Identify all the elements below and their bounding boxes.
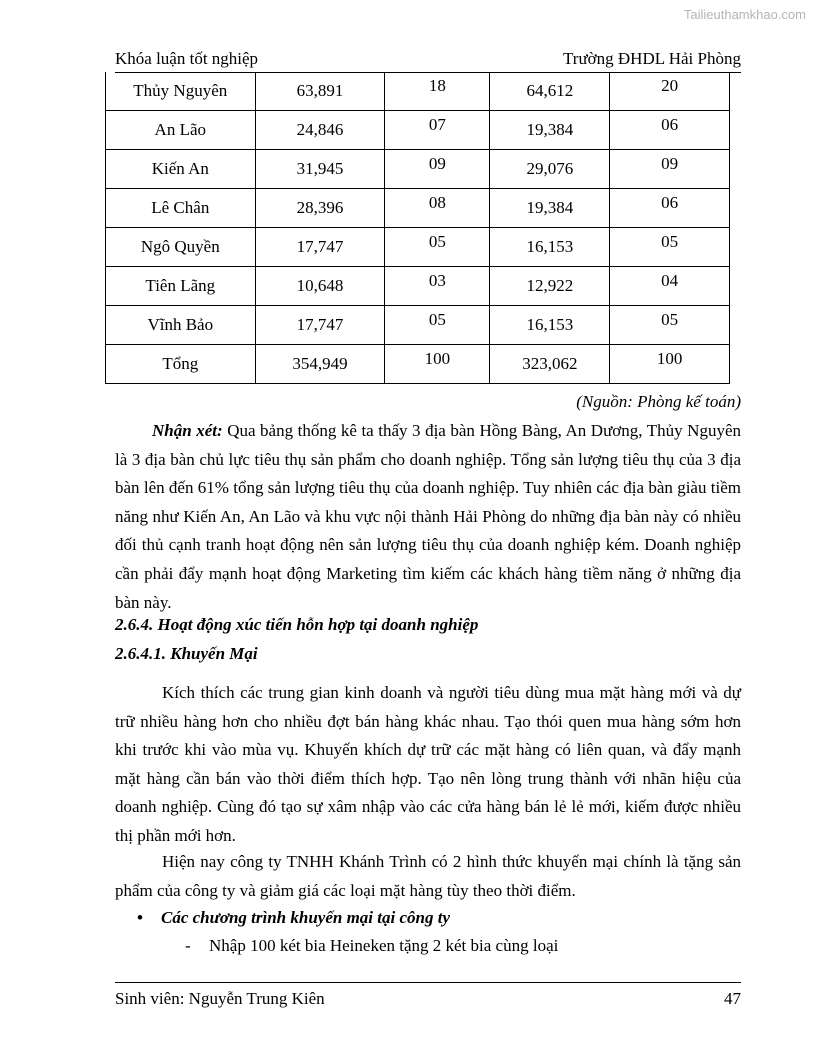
table-cell-volume-1: 24,846 [255, 111, 385, 150]
company-promotion-paragraph: Hiện nay công ty TNHH Khánh Trình có 2 hình thức khuyến mại chính là tặng sản phẩm của công ty và giảm giá các loại mặt hàng tùy theo thời điểm. [115, 852, 741, 900]
page-header [115, 48, 741, 73]
table-cell-share-1: 03 [385, 267, 490, 306]
table-cell-share-2: 06 [610, 189, 730, 228]
table-cell-volume-2: 12,922 [490, 267, 610, 306]
table-cell-share-2: 05 [610, 228, 730, 267]
table-cell-share-1: 07 [385, 111, 490, 150]
table-cell-area-name: Kiến An [106, 150, 256, 189]
section-heading: 2.6.4. Hoạt động xúc tiến hỗn hợp tại doanh nghiệp [115, 615, 479, 634]
remark-paragraph [115, 417, 741, 617]
table-cell-area-name: Ngô Quyền [106, 228, 256, 267]
table-row [106, 189, 730, 228]
table-cell-volume-1: 63,891 [255, 72, 385, 111]
table-cell-share-2: 04 [610, 267, 730, 306]
table-cell-area-name: Lê Chân [106, 189, 256, 228]
remark-lead: Nhận xét: [152, 421, 223, 440]
table-row [106, 111, 730, 150]
header-university: Trường ĐHDL Hải Phòng [563, 49, 741, 68]
header-thesis-title: Khóa luận tốt nghiệp [115, 49, 259, 68]
table-cell-volume-2: 19,384 [490, 111, 610, 150]
table-cell-share-1: 05 [385, 306, 490, 345]
table-cell-volume-2: 16,153 [490, 306, 610, 345]
table-cell-volume-1: 17,747 [255, 306, 385, 345]
table-cell-share-2: 100 [610, 345, 730, 384]
table-cell-share-1: 09 [385, 150, 490, 189]
dash-icon: - [185, 936, 191, 955]
table-cell-share-1: 08 [385, 189, 490, 228]
promotion-paragraph: Kích thích các trung gian kinh doanh và người tiêu dùng mua mặt hàng mới và dự trữ nhiều hàng hơn cho nhiều đợt bán hàng khác nhau. Tạo thói quen mua hàng sớm hơn khi trước khi vào mùa vụ. Khuyến khích dự trữ các mặt hàng có liên quan, và đẩy mạnh mặt hàng cần bán vào thời điểm thích hợp. Tạo nên lòng trung thành với nhãn hiệu của doanh nghiệp. Cùng đó tạo sự xâm nhập vào các cửa hàng bán lẻ lẻ mới, kiếm được nhiều thị phần mới hơn. [115, 683, 741, 845]
dash-item [185, 936, 558, 956]
table-row [106, 345, 730, 384]
table-row [106, 72, 730, 111]
bullet-item [137, 908, 450, 928]
table-cell-area-name: Vĩnh Bảo [106, 306, 256, 345]
table-cell-volume-2: 323,062 [490, 345, 610, 384]
bullet-icon: • [137, 908, 143, 927]
table-cell-share-1: 100 [385, 345, 490, 384]
table-cell-volume-2: 29,076 [490, 150, 610, 189]
table-cell-share-1: 05 [385, 228, 490, 267]
table-cell-share-2: 20 [610, 72, 730, 111]
table-cell-volume-1: 354,949 [255, 345, 385, 384]
dash-text: Nhập 100 két bia Heineken tặng 2 két bia cùng loại [209, 936, 559, 955]
remark-text: Qua bảng thống kê ta thấy 3 địa bàn Hồng Bàng, An Dương, Thủy Nguyên là 3 địa bàn chủ lực tiêu thụ sản phẩm cho doanh nghiệp. Tổng sản lượng tiêu thụ của 3 địa bàn lên đến 61% tổng sản lượng tiêu thụ của doanh nghiệp. Tuy nhiên các địa bàn giàu tiềm năng như Kiến An, An Lão và khu vực nội thành Hải Phòng do những địa bàn này có nhiều đối thủ cạnh tranh hoạt động nên sản lượng tiêu thụ của doanh nghiệp kém. Doanh nghiệp cần phải đẩy mạnh hoạt động Marketing tìm kiếm các khách hàng tiềm năng ở những địa bàn này. [115, 421, 741, 612]
table-cell-volume-1: 17,747 [255, 228, 385, 267]
table-cell-volume-2: 16,153 [490, 228, 610, 267]
table-cell-area-name: Thủy Nguyên [106, 72, 256, 111]
watermark: Tailieuthamkhao.com [683, 7, 806, 22]
page-number: 47 [724, 989, 741, 1008]
table-cell-area-name: An Lão [106, 111, 256, 150]
bullet-text: Các chương trình khuyến mại tại công ty [161, 908, 450, 927]
table-cell-volume-2: 64,612 [490, 72, 610, 111]
subsection-heading: 2.6.4.1. Khuyến Mại [115, 644, 258, 663]
table-cell-share-2: 06 [610, 111, 730, 150]
footer-student: Sinh viên: Nguyễn Trung Kiên [115, 989, 325, 1008]
table-cell-area-name: Tiên Lãng [106, 267, 256, 306]
table-source: (Nguồn: Phòng kế toán) [576, 392, 741, 411]
table-row [106, 306, 730, 345]
table-row [106, 150, 730, 189]
table-row [106, 267, 730, 306]
table-row [106, 228, 730, 267]
table-cell-volume-2: 19,384 [490, 189, 610, 228]
sales-by-area-table [105, 72, 730, 384]
table-cell-share-2: 09 [610, 150, 730, 189]
table-cell-volume-1: 31,945 [255, 150, 385, 189]
page-footer [115, 982, 741, 1013]
table-cell-volume-1: 10,648 [255, 267, 385, 306]
table-cell-volume-1: 28,396 [255, 189, 385, 228]
table-cell-share-1: 18 [385, 72, 490, 111]
table-cell-share-2: 05 [610, 306, 730, 345]
table-cell-area-name: Tổng [106, 345, 256, 384]
